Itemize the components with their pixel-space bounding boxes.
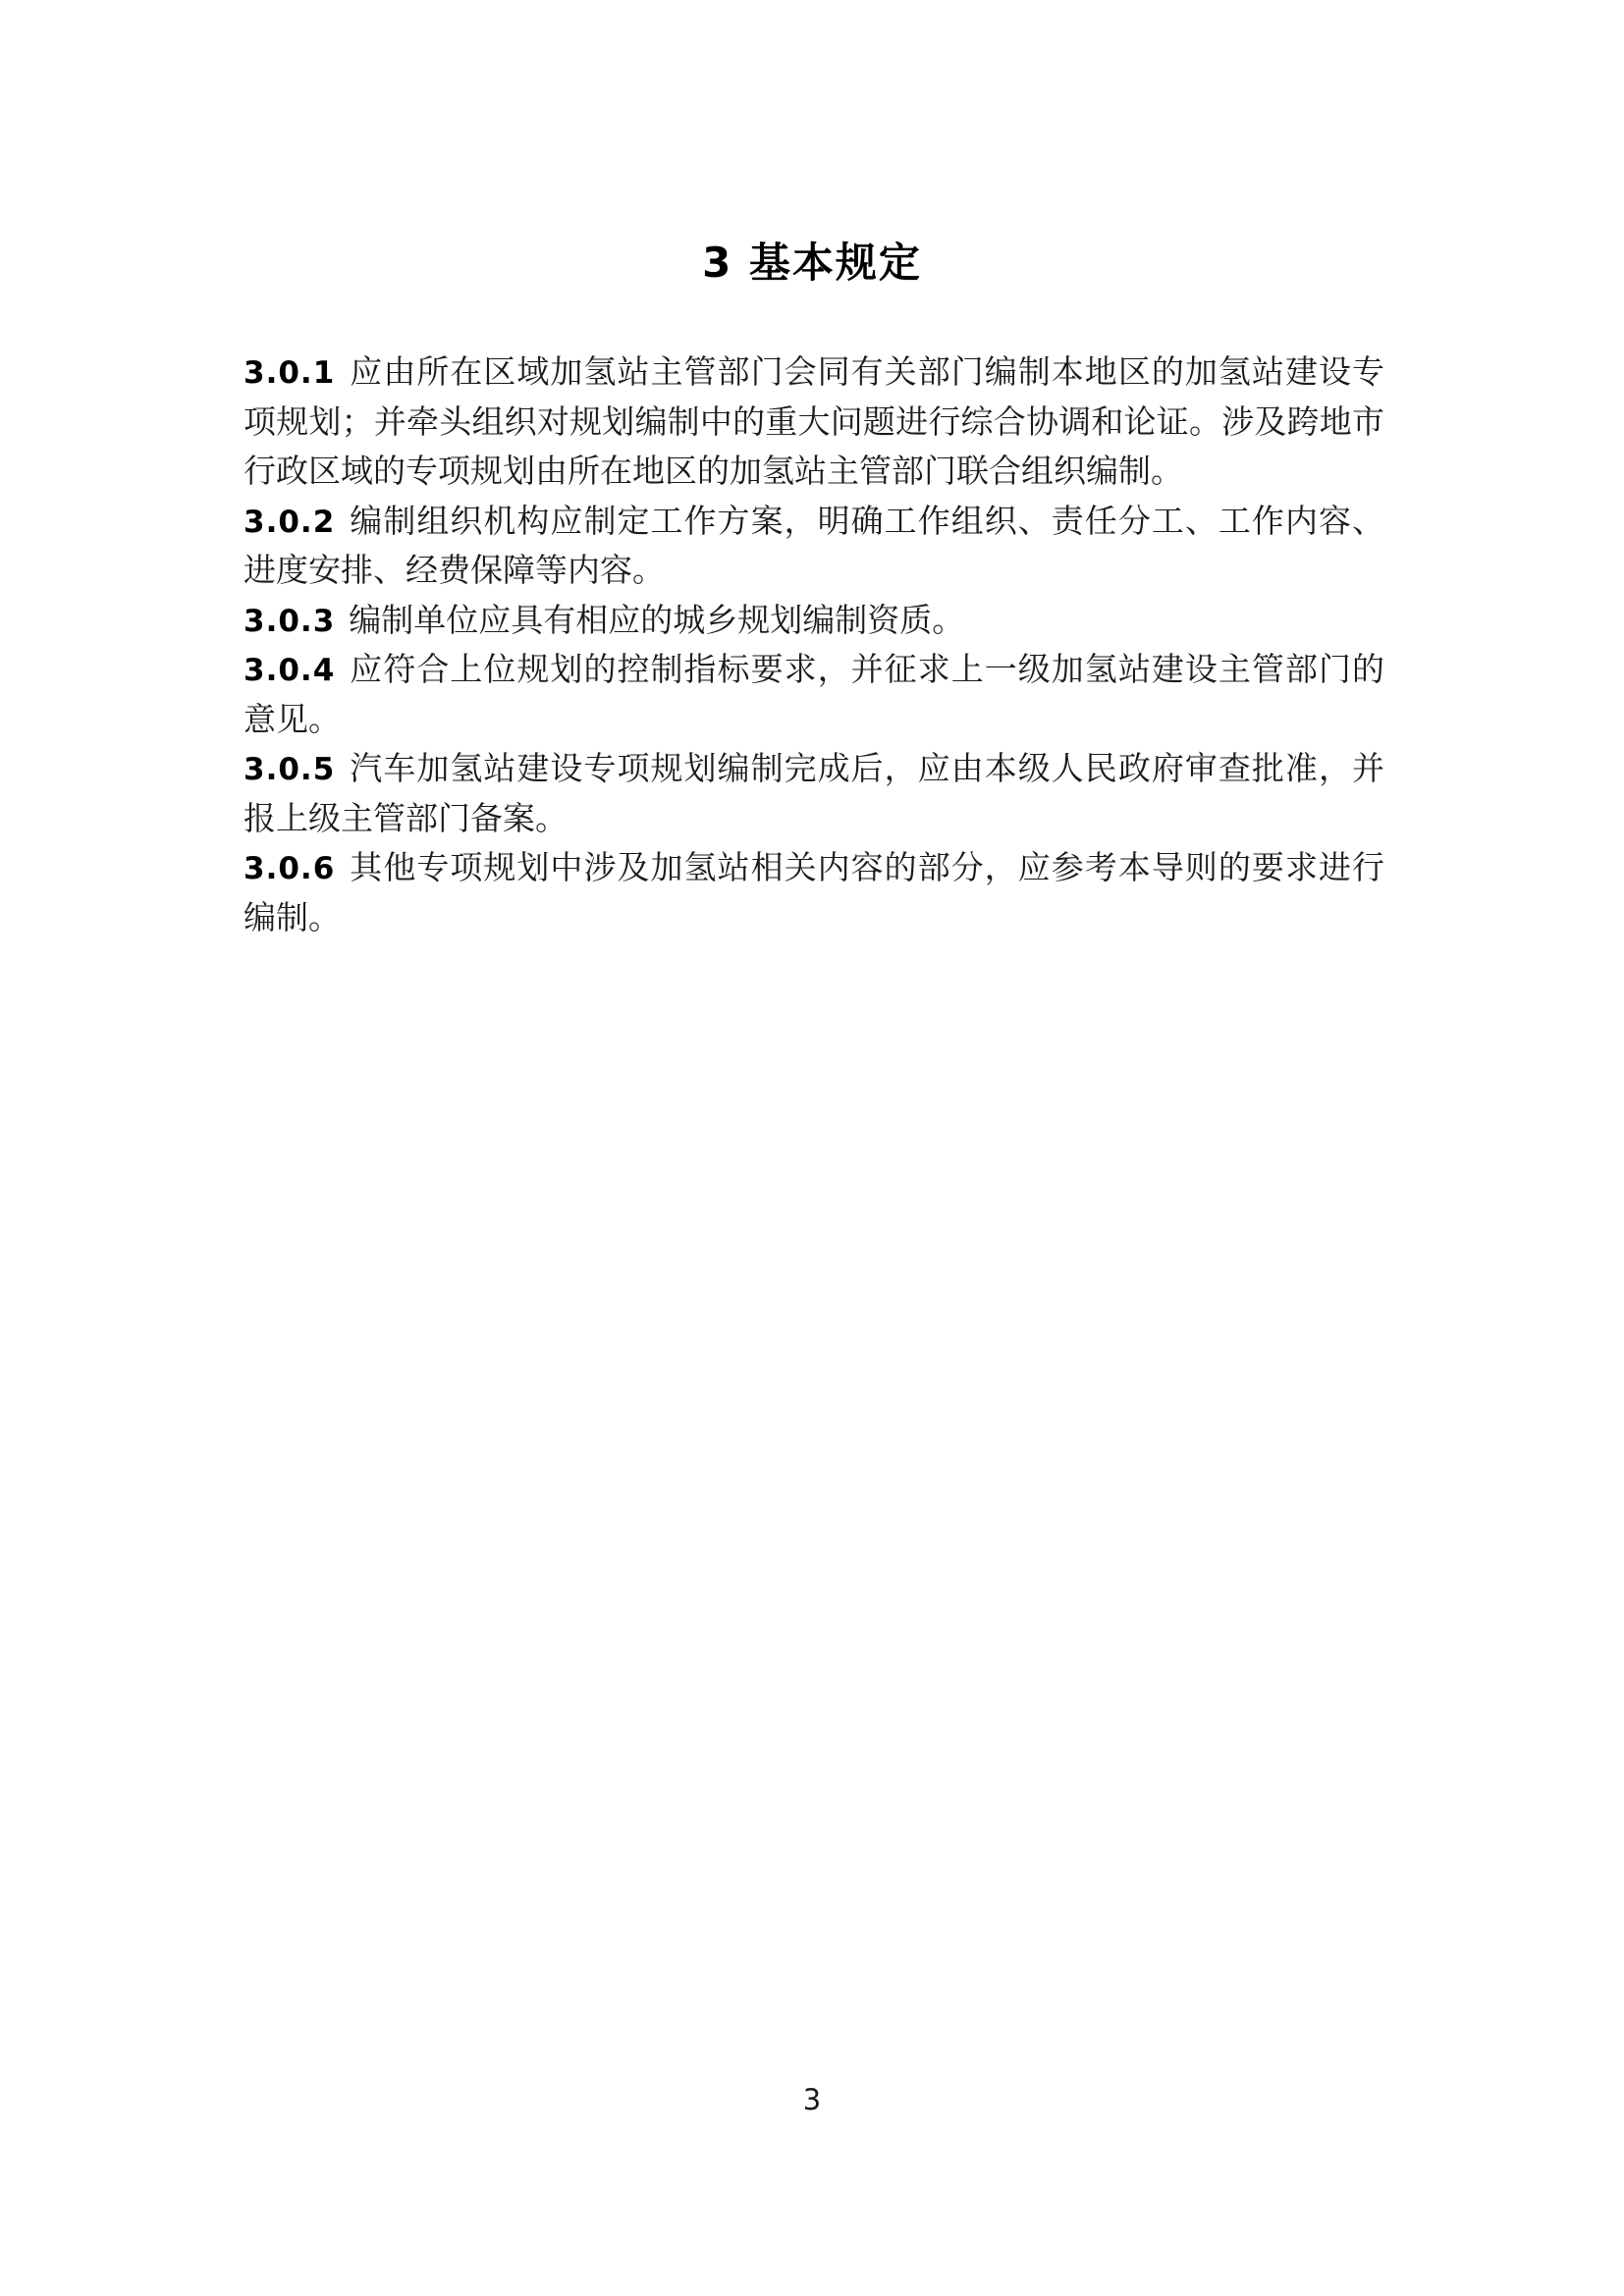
clause-3-0-3 bbox=[244, 597, 1384, 647]
clause-number: 3.0.2 bbox=[244, 504, 336, 540]
clause-text: 应符合上位规划的控制指标要求，并征求上一级加氢站建设主管部门的意见。 bbox=[244, 653, 1384, 738]
clause-number: 3.0.6 bbox=[244, 851, 336, 886]
page-title: 3 基本规定 bbox=[702, 239, 922, 287]
clause-3-0-6 bbox=[244, 844, 1384, 943]
clause-number: 3.0.1 bbox=[244, 355, 336, 391]
clause-3-0-1 bbox=[244, 348, 1384, 498]
clause-3-0-4 bbox=[244, 646, 1384, 745]
clause-3-0-5 bbox=[244, 745, 1384, 844]
clause-number: 3.0.4 bbox=[244, 653, 336, 688]
page-number: 3 bbox=[802, 2083, 822, 2116]
clause-text: 编制组织机构应制定工作方案，明确工作组织、责任分工、工作内容、进度安排、经费保障等内容。 bbox=[244, 504, 1384, 589]
clause-text: 汽车加氢站建设专项规划编制完成后，应由本级人民政府审查批准，并报上级主管部门备案。 bbox=[244, 752, 1384, 837]
document-body bbox=[0, 288, 1624, 943]
clause-number: 3.0.5 bbox=[244, 752, 336, 787]
clause-text: 其他专项规划中涉及加氢站相关内容的部分，应参考本导则的要求进行编制。 bbox=[244, 851, 1384, 936]
clause-3-0-2 bbox=[244, 498, 1384, 597]
clause-text: 应由所在区域加氢站主管部门会同有关部门编制本地区的加氢站建设专项规划；并牵头组织对规划编制中的重大问题进行综合协调和论证。涉及跨地市行政区域的专项规划由所在地区的加氢站主管部门联合组织编制。 bbox=[244, 355, 1384, 490]
clause-text: 编制单位应具有相应的城乡规划编制资质。 bbox=[349, 603, 965, 639]
clause-number: 3.0.3 bbox=[244, 603, 336, 639]
